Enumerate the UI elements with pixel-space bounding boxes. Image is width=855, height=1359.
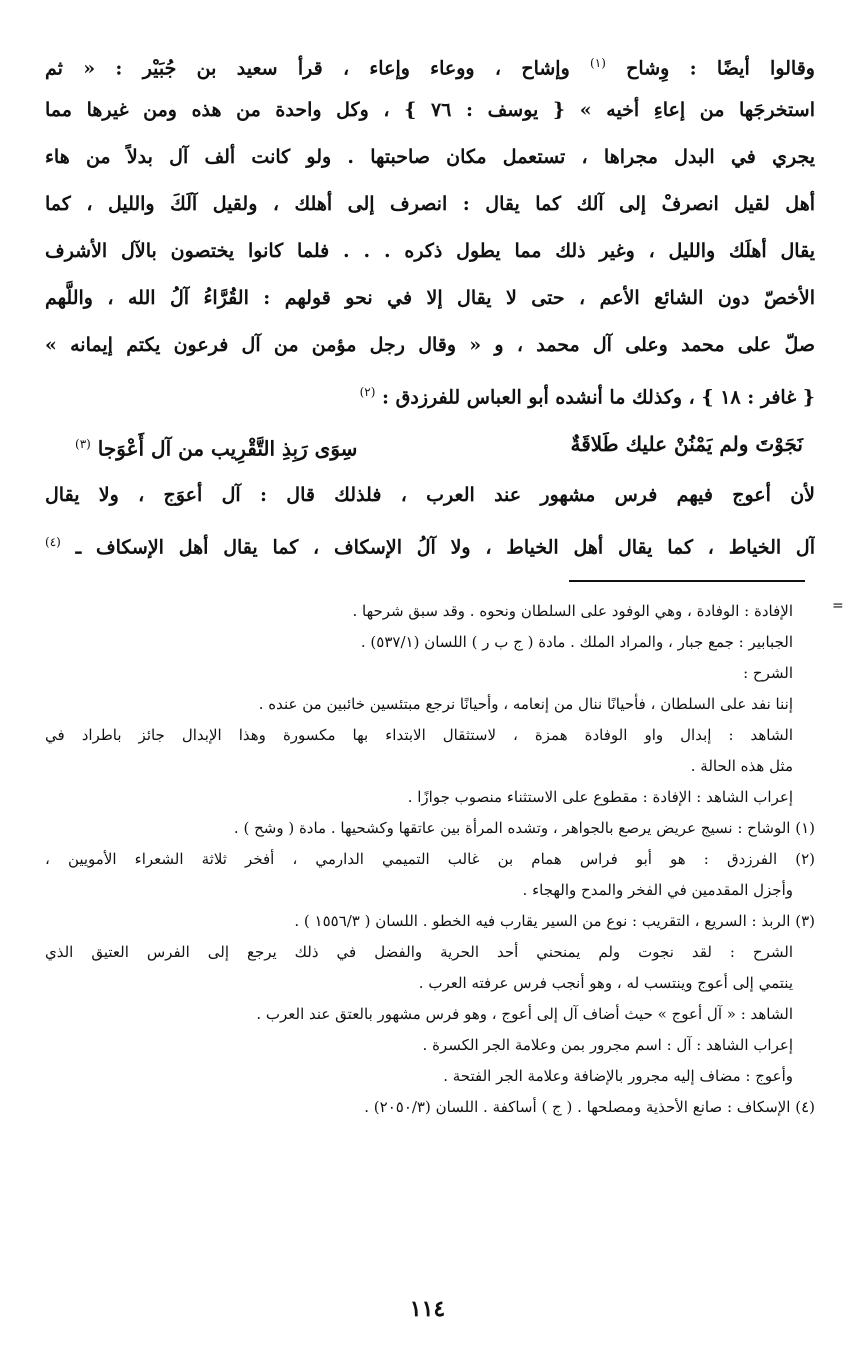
note-line-13: ينتمي إلى أعوج وينتسب له ، وهو أنجب فرس عرفته العرب .	[418, 974, 793, 992]
page-number: ١١٤	[409, 1296, 446, 1322]
edge-mark: =	[832, 598, 844, 614]
note-line-6: مثل هذه الحالة .	[690, 757, 793, 775]
footnote-marker-1: (١)	[590, 56, 606, 70]
note-line-12: الشرح : لقد نجوت ولم يمنحني أحد الحرية والفضل في ذلك يرجع إلى الفرس العتيق الذي	[45, 943, 793, 961]
note-line-1: الإفادة : الوفادة ، وهي الوفود على السلطان ونحوه . وقد سبق شرحها .	[352, 602, 793, 620]
poem-hemistich-2: سِوَى رَبِذِ التَّقْرِيب من آل أَعْوَجا	[97, 436, 358, 461]
note-line-16: وأعوج : مضاف إليه مجرور بالإضافة وعلامة الجر الفتحة .	[443, 1067, 793, 1085]
footnote-marker-2: (٢)	[359, 385, 376, 399]
poem-verse	[45, 416, 815, 472]
note-line-11: (٣) الربذ : السريع ، التقريب : نوع من السير يقارب فيه الخطو . اللسان ( ١٥٥٦/٣ ) .	[294, 912, 815, 930]
note-line-2: الجبابير : جمع جبار ، والمراد الملك . مادة ( ج ب ر ) اللسان (٥٣٧/١) .	[360, 633, 793, 651]
note-line-4: إننا نفد على السلطان ، فأحيانًا ننال من إنعامه ، وأحيانًا نرجع مبتئسين خائبين من عنده .	[258, 695, 793, 713]
after-poem-line-2	[45, 519, 815, 566]
main-line-1-part-a: وقالوا أيضًا : وِشاح	[626, 57, 815, 80]
main-line-8	[45, 369, 815, 416]
note-line-8: (١) الوشاح : نسيج عريض يرصع بالجواهر ، وتشده المرأة بين عاتقها وكشحيها . مادة ( وشح ) .	[233, 819, 815, 837]
footnote-marker-4: (٤)	[45, 535, 61, 549]
main-line-2: استخرجَها من إعاءِ أخيه » { يوسف : ٧٦ } ، وكل واحدة من هذه ومن غيرها مما	[45, 99, 815, 121]
note-line-3: الشرح :	[743, 664, 793, 682]
main-line-4: أهل لقيل انصرفْ إلى آلك كما يقال : انصرف إلى أهلك ، ولقيل آلَكَ والليل ، كما	[45, 193, 815, 215]
note-line-17: (٤) الإسكاف : صانع الأحذية ومصلحها . ( ج ) أساكفة . اللسان (٢٠٥٠/٣) .	[364, 1098, 815, 1116]
main-line-3: يجري في البدل مجراها ، تستعمل مكان صاحبتها . ولو كانت ألف آل بدلاً من هاء	[45, 146, 815, 168]
note-line-9: (٢) الفرزدق : هو أبو فراس همام بن غالب التميمي الدارمي ، أفخر ثلاثة الشعراء الأمويين ،	[45, 850, 815, 868]
note-line-15: إعراب الشاهد : آل : اسم مجرور بمن وعلامة الجر الكسرة .	[422, 1036, 793, 1054]
main-line-5: يقال أهلَك والليل ، وغير ذلك مما يطول ذكره . . . فلما كانوا يختصون بالآل الأشرف	[45, 240, 815, 262]
note-line-14: الشاهد : « آل أعوج » حيث أضاف آل إلى أعوج ، وهو فرس مشهور بالعتق عند العرب .	[256, 1005, 793, 1023]
main-line-1	[45, 40, 815, 87]
note-line-5: الشاهد : إبدال واو الوفادة همزة ، لاستثقال الابتداء بها مكسورة وهذا الإبدال جائز باطراد في	[45, 726, 793, 744]
main-line-1-part-b: وإشاح ، ووعاء وإعاء ، قرأ سعيد بن جُبَيْر : « ثم	[45, 57, 570, 80]
main-line-8-text: { غافر : ١٨ } ، وكذلك ما أنشده أبو العباس للفرزدق :	[382, 386, 815, 409]
main-text	[45, 40, 815, 566]
after-poem-line-2-text: آل الخياط ، كما يقال أهل الخياط ، ولا آلُ الإسكاف ، كما يقال أهل الإسكاف ـ	[75, 536, 815, 559]
note-line-10: وأجزل المقدمين في الفخر والمدح والهجاء .	[522, 881, 793, 899]
after-poem-line-1: لأن أعوج فيهم فرس مشهور عند العرب ، فلذلك قال : آل أعوَج ، ولا يقال	[45, 484, 815, 506]
footnote-separator	[569, 580, 805, 582]
poem-hemistich-1: نَجَوْتَ ولم يَمْنُنْ عليك طَلاقَةٌ	[570, 432, 803, 456]
note-line-7: إعراب الشاهد : الإفادة : مقطوع على الاستثناء منصوب جوازًا .	[407, 788, 793, 806]
footnote-marker-3: (٣)	[75, 437, 91, 451]
poem-hemistich-2-wrap	[75, 416, 357, 472]
main-line-6: الأخصّ دون الشائع الأعم ، حتى لا يقال إلا في نحو قولهم : القُرَّاءُ آلُ الله ، واللَّهم	[45, 287, 815, 309]
main-line-7: صلّ على محمد وعلى آل محمد ، و « وقال رجل مؤمن من آل فرعون يكتم إيمانه »	[45, 334, 815, 356]
footnotes	[45, 596, 815, 1123]
